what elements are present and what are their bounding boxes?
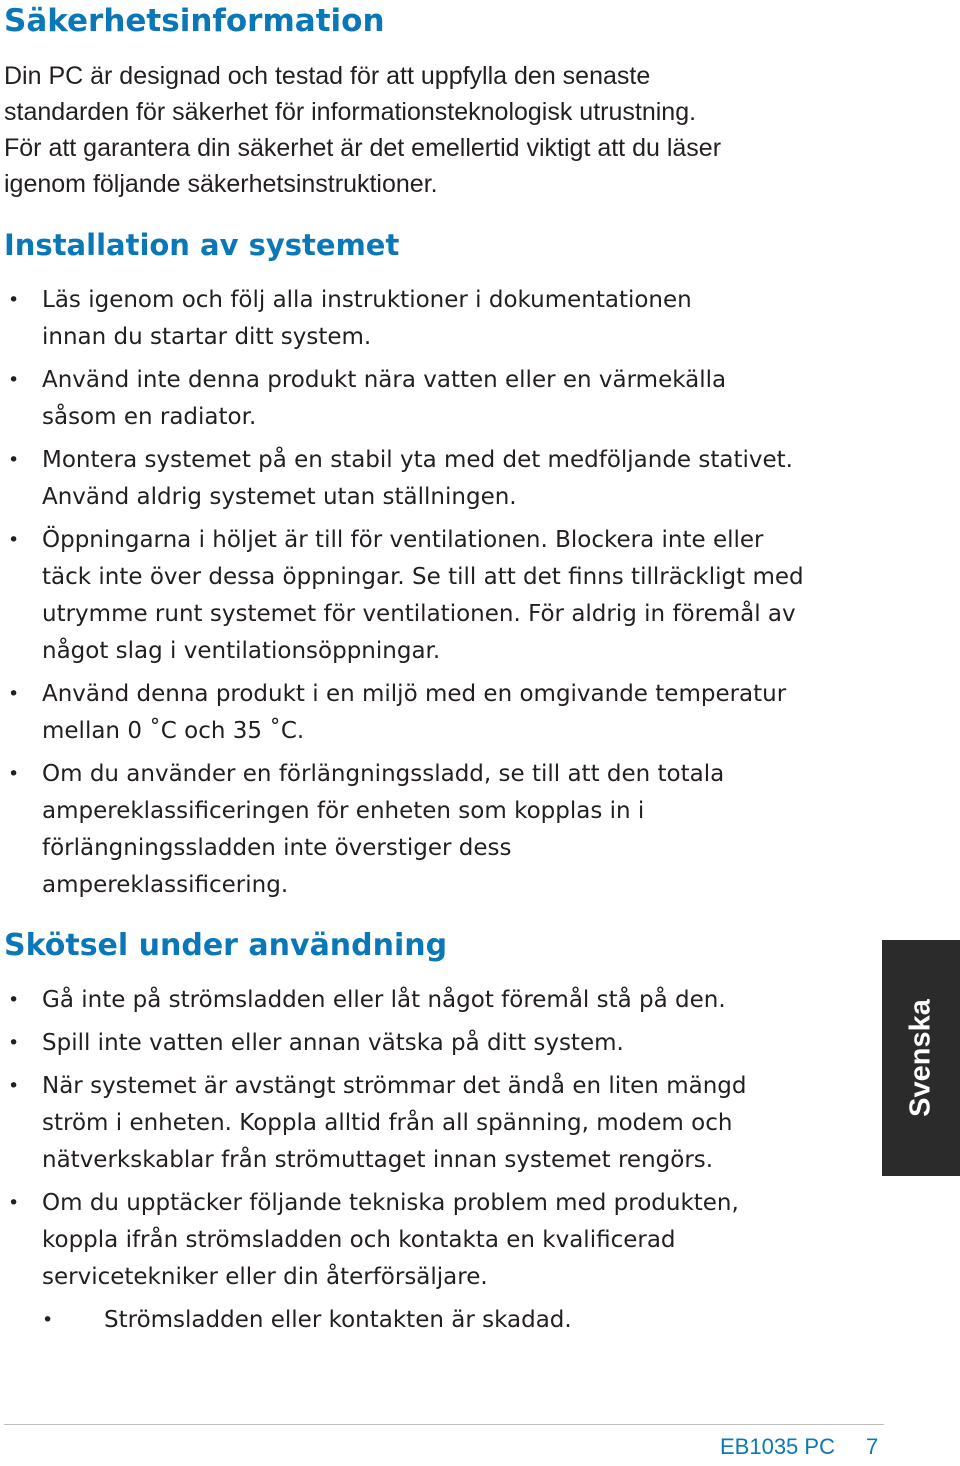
list-item <box>0 756 860 904</box>
list-item-text: Om du upptäcker följande tekniska problem med produkten, koppla ifrån strömsladden och kontakta en kvalificerad servicetekniker eller din återförsäljare. <box>42 1190 739 1290</box>
footer-product-name: EB1035 PC <box>720 1434 835 1459</box>
bullet-icon: • <box>8 763 20 785</box>
bullet-icon: • <box>42 1309 54 1331</box>
section-heading-care: Skötsel under användning <box>4 928 448 963</box>
care-list <box>0 982 860 1345</box>
list-item <box>0 522 860 670</box>
section-heading-installation: Installation av systemet <box>4 228 400 262</box>
sub-list-item <box>0 1302 860 1339</box>
list-item-text: När systemet är avstängt strömmar det ändå en liten mängd ström i enheten. Koppla alltid från all spänning, modem och nätverkskablar från strömuttaget innan systemet rengörs. <box>42 1073 747 1173</box>
list-item <box>0 676 860 750</box>
footer-page-number: 7 <box>866 1434 879 1459</box>
list-item-text: Läs igenom och följ alla instruktioner i dokumentationen innan du startar ditt system. <box>42 287 692 350</box>
list-item <box>0 1185 860 1296</box>
list-item-text: Gå inte på strömsladden eller låt något föremål stå på den. <box>42 987 726 1013</box>
bullet-icon: • <box>8 1032 20 1054</box>
installation-list <box>0 282 860 910</box>
language-side-tab <box>882 940 960 1176</box>
footer-divider <box>4 1424 884 1425</box>
list-item <box>0 982 860 1019</box>
list-item-text: Montera systemet på en stabil yta med det medföljande stativet. Använd aldrig systemet utan ställningen. <box>42 447 793 510</box>
bullet-icon: • <box>8 529 20 551</box>
bullet-icon: • <box>8 683 20 705</box>
sub-list-item-text: Strömsladden eller kontakten är skadad. <box>104 1307 572 1333</box>
list-item <box>0 282 860 356</box>
list-item <box>0 1025 860 1062</box>
bullet-icon: • <box>8 1075 20 1097</box>
bullet-icon: • <box>8 369 20 391</box>
bullet-icon: • <box>8 289 20 311</box>
bullet-icon: • <box>8 989 20 1011</box>
list-item-text: Använd inte denna produkt nära vatten eller en värmekälla såsom en radiator. <box>42 367 727 430</box>
list-item <box>0 1068 860 1179</box>
intro-paragraph: Din PC är designad och testad för att uppfylla den senaste standarden för säkerhet för informationsteknologisk utrustning. För att garantera din säkerhet är det emellertid viktigt att du läser igenom följande säkerhetsinstruktioner. <box>4 62 722 198</box>
page-title: Säkerhetsinformation <box>4 3 385 39</box>
list-item-text: Spill inte vatten eller annan vätska på ditt system. <box>42 1030 624 1056</box>
list-item-text: Öppningarna i höljet är till för ventilationen. Blockera inte eller täck inte över dessa öppningar. Se till att det finns tillräckligt med utrymme runt systemet för ventilationen. För aldrig in föremål av något slag i ventilationsöppningar. <box>42 527 804 664</box>
language-side-tab-label: Svenska <box>904 999 937 1117</box>
list-item <box>0 362 860 436</box>
list-item-text: Använd denna produkt i en miljö med en omgivande temperatur mellan 0 ˚C och 35 ˚C. <box>42 681 787 744</box>
bullet-icon: • <box>8 1192 20 1214</box>
list-item <box>0 442 860 516</box>
bullet-icon: • <box>8 449 20 471</box>
list-item-text: Om du använder en förlängningssladd, se till att den totala ampereklassificeringen för enheten som kopplas in i förlängningssladden inte överstiger dess ampereklassificering. <box>42 761 725 898</box>
